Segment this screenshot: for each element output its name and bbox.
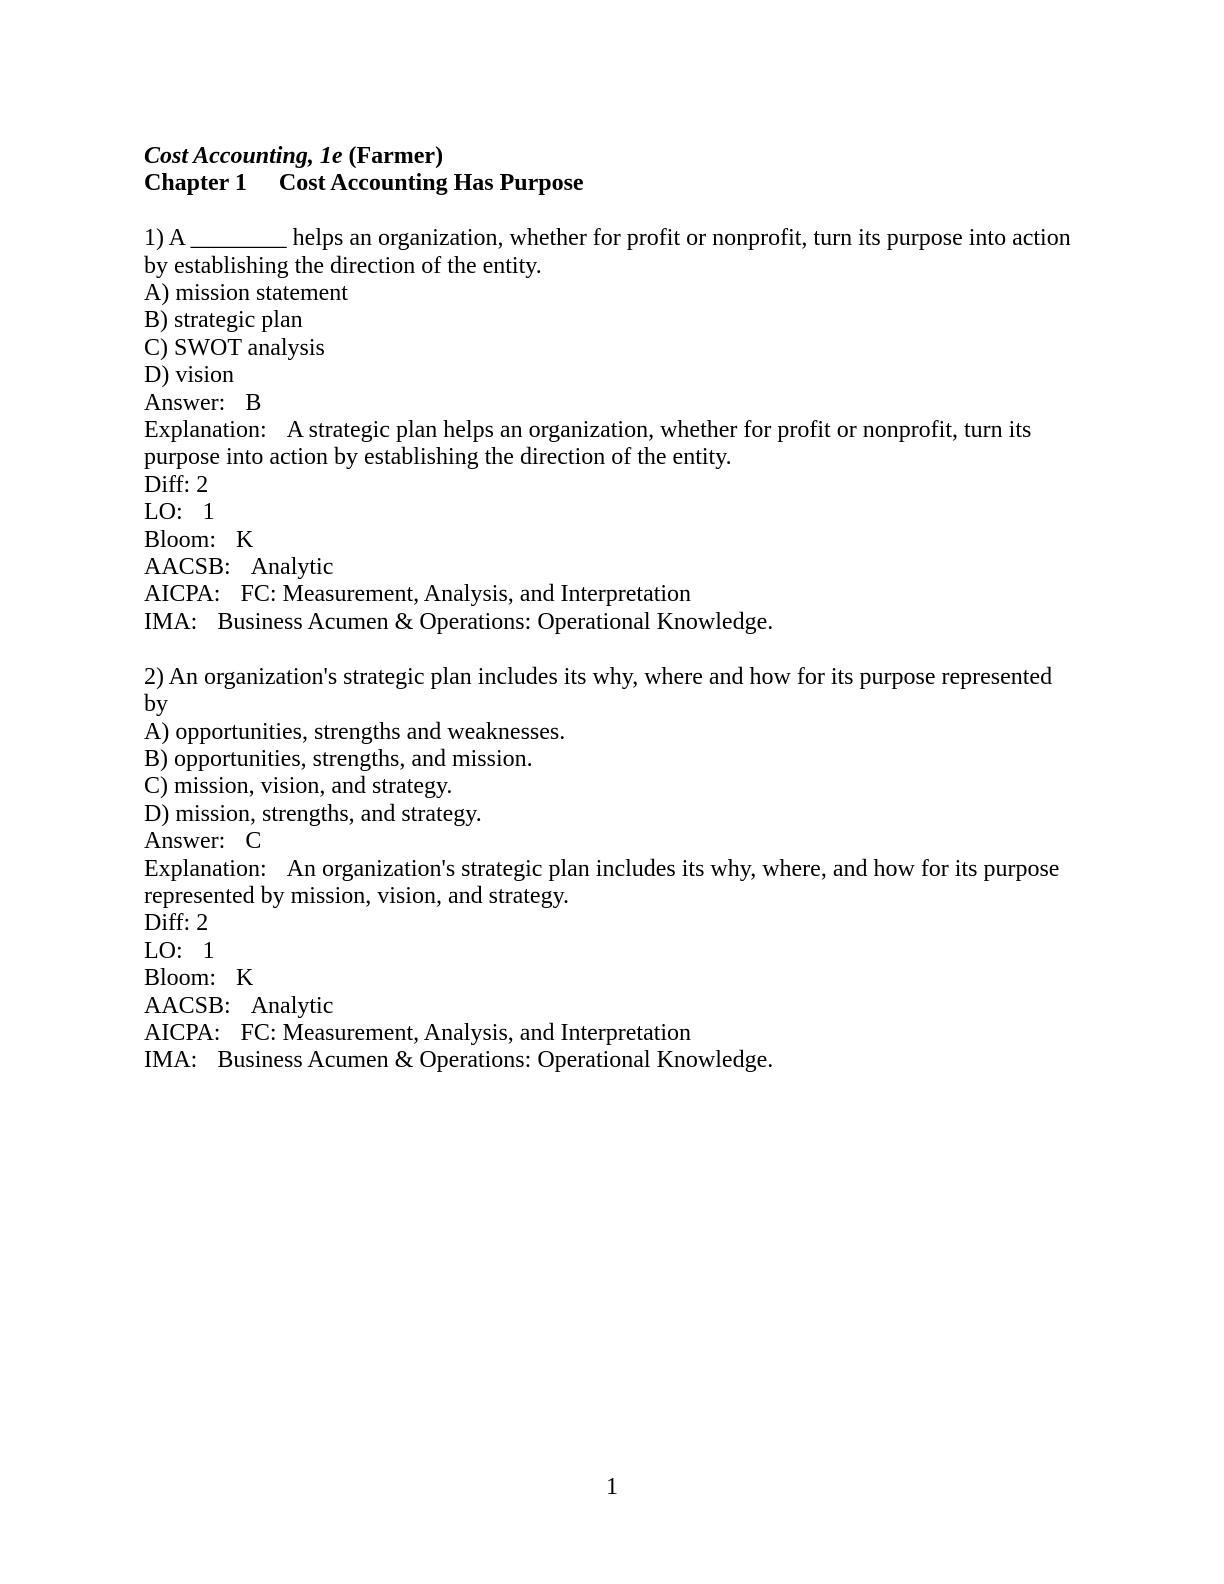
aacsb-label: AACSB:	[144, 554, 231, 581]
book-title: Cost Accounting, 1e	[144, 143, 343, 169]
answer-option: B) opportunities, strengths, and mission.	[144, 745, 533, 772]
answer-option: A) mission statement	[144, 280, 348, 307]
answer	[144, 390, 1080, 417]
ima-value: Business Acumen & Operations: Operational Knowledge.	[217, 1047, 774, 1074]
answer-option: B) strategic plan	[144, 307, 303, 334]
learning-objective-label: LO:	[144, 937, 183, 964]
aacsb-value: Analytic	[250, 554, 334, 581]
learning-objective-value: 1	[202, 937, 215, 964]
answer-option: C) SWOT analysis	[144, 334, 325, 361]
aacsb	[144, 554, 1080, 581]
explanation-label: Explanation:	[144, 855, 267, 882]
page-number: 1	[606, 1474, 618, 1500]
aicpa	[144, 581, 1080, 608]
explanation-value: A strategic plan helps an organization, whether for profit or nonprofit, turn its purpose into action by establishing the direction of the entity.	[144, 417, 1032, 471]
explanation-label: Explanation:	[144, 417, 267, 444]
answer-option: D) mission, strengths, and strategy.	[144, 800, 482, 827]
question-stem: 2) An organization's strategic plan includes its why, where and how for its purpose represented by	[144, 663, 1053, 718]
aicpa-value: FC: Measurement, Analysis, and Interpretation	[240, 581, 692, 608]
chapter-title: Cost Accounting Has Purpose	[278, 170, 584, 197]
aicpa-label: AICPA:	[144, 581, 221, 608]
explanation-value: An organization's strategic plan includes its why, where, and how for its purpose represented by mission, vision, and strategy.	[144, 855, 1060, 909]
bloom-label: Bloom:	[144, 526, 217, 553]
bloom-value: K	[236, 965, 254, 992]
question-block	[144, 225, 1080, 636]
learning-objective	[144, 499, 1080, 526]
difficulty: Diff: 2	[144, 471, 209, 498]
question-block	[144, 664, 1080, 1075]
learning-objective-value: 1	[202, 499, 215, 526]
book-author: (Farmer)	[348, 143, 444, 169]
aacsb-label: AACSB:	[144, 992, 231, 1019]
ima-value: Business Acumen & Operations: Operational Knowledge.	[217, 608, 774, 635]
learning-objective-label: LO:	[144, 499, 183, 526]
answer-option: C) mission, vision, and strategy.	[144, 773, 453, 800]
answer-value: C	[245, 828, 262, 855]
answer-option: A) opportunities, strengths and weaknesses.	[144, 718, 566, 745]
answer-option: D) vision	[144, 362, 234, 389]
explanation	[144, 856, 1080, 911]
aicpa	[144, 1020, 1080, 1047]
explanation	[144, 417, 1080, 472]
difficulty: Diff: 2	[144, 910, 209, 937]
chapter-heading	[144, 170, 1080, 197]
answer	[144, 828, 1080, 855]
document-page	[144, 143, 1080, 1075]
chapter-label: Chapter 1	[144, 170, 247, 197]
bloom-label: Bloom:	[144, 965, 217, 992]
bloom	[144, 527, 1080, 554]
answer-label: Answer:	[144, 828, 226, 855]
question-stem: 1) A ________ helps an organization, whether for profit or nonprofit, turn its purpose into action by establishing the direction of the entity.	[144, 225, 1071, 279]
ima-label: IMA:	[144, 1047, 198, 1074]
ima	[144, 609, 1080, 636]
aicpa-label: AICPA:	[144, 1019, 221, 1046]
aacsb	[144, 993, 1080, 1020]
book-title-line	[144, 143, 1080, 170]
aicpa-value: FC: Measurement, Analysis, and Interpretation	[240, 1019, 692, 1046]
ima	[144, 1047, 1080, 1074]
bloom-value: K	[236, 526, 254, 553]
learning-objective	[144, 938, 1080, 965]
answer-value: B	[245, 389, 262, 416]
bloom	[144, 965, 1080, 992]
answer-label: Answer:	[144, 389, 226, 416]
aacsb-value: Analytic	[250, 992, 334, 1019]
ima-label: IMA:	[144, 608, 198, 635]
